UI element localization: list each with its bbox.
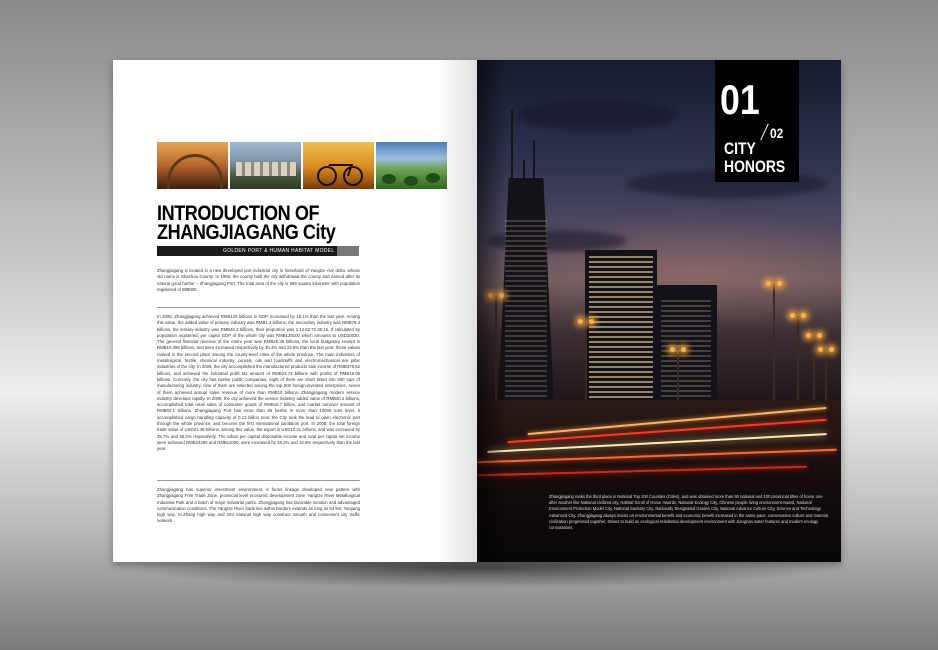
section-number-block [715,60,799,182]
office-tower-windows [589,256,653,400]
environment-paragraph: Zhangjiagang has superior investment environment, it forms linkage developed new pattern with Zhangjiagang Free Trade Zone, provincial level economic development zone, Yangtze River Metallurgical Industrial Park and a batch of major industrial parks. Zhangjiagang has favorable location and advantaged communication conditions. The Yangtze River bank line within borders extends as long as 64 km; Yanjiang high way, Xi-Zhang high way and 204 national high way construct smooth and convenient city traffic network. [157,487,360,524]
park-photo [376,142,447,189]
bicycle-photo [303,142,374,189]
office-tower-windows [661,300,711,400]
right-page [477,60,841,562]
stadium-photo [157,142,228,189]
cloud [517,100,677,130]
subtitle-accent [337,246,359,256]
title-line-2: ZHANGJIAGANG City [157,221,336,244]
street-lamp [773,284,775,414]
honors-caption: Zhangjiagang ranks the third place in National Top 100 Counties (Cities), and was obtained more than 90 national and 100 provincial titles of honor one after another like National civilized city, Habitat Scroll of Honor Awards, National Ecology City, Chinese people living environment Award, National Environment Protection Model City, National Sanitary City, Nationally Designated Garden City, National Advance Culture City, Science and Technology Advanced City. Zhangjiagang always insists on environmental benefit and economic benefit increased in the same pace, conservation culture and material civilization progressed together, strives to build an ecological residential development environment with Jiangnan water features and modern ecology connotations. [549,494,829,531]
economy-paragraph: In 2008, Zhangjiagang achieved RMB125 billions in GDP, increased by 18.1% than the last year. Among this value, the added value of primary industry was RMB1.4 billions; the secondary industry was RMB79.4 billions, the tertiary-industry was RMB40.2 billions, their proportion was 1:12.62:72.35:16. If calculated by population registered, per capita GDP of the whole city was RMB139100 which amounts to USD20030. The general financial revenue of the entire year was RMB25.36 billions, the local budgetary receipt is RMB10.398 billions, and were increased respectively by 30.4% and 23.8% than the last year; these values ranked in the second place among the county-level cities of the whole province. The main industries of metallurgical, textile, chemical industry, cereals, oils and foodstuffs and electromechanical are pillar industries of the city. In 2008, the city accomplished the manufactured products sale income of RMB379.52 billions, and achieved the industrial profit tax amount of RMB23.73 billions with profits of RMB16.09 billions. Currently, the city has twelve public companies, eight of them are short listed into 500 tops of manufacturing industry, nine of them are selected among the top 500 foreign-invested enterprises, seven of them achieved annual sales revenue of more than RMB10 billions. Zhangjiagang modern service industry develops rapidly. In 2008, the city achieved the service industry added value of RMB40.2 billions, accomplished total retail sales of consumer goods of RMB16.7 billion, and market turnover amount of RMB60.1 billions. Zhangjiagang Port has more than 65 berths in more than 10000 tons level, it accomplished cargo handling capacity of 0.13 billion tons; the City took the lead to open electronic port through the whole province, and become the first international sanitation port. In 2008, the total foreign trade value of USD21.48 billions, among this value, the export is USD10.21 billions, and was increased by 25.7% and 36.3% respectively. The urban per capital disposable income and rural per capita net income were achieved RMB24250 and RMB11000, were increased by 18.2% and 16.8% respectively than the last year. [157,314,360,452]
number-slash [760,124,769,141]
page-title [157,204,335,242]
city-aerial-photo [230,142,301,189]
divider [157,480,360,481]
section-title-line-1: CITY [724,139,756,158]
subtitle: GOLDEN PORT & HUMAN HABITAT MODEL [223,248,335,254]
spire [511,110,513,180]
left-page [113,60,477,562]
road [477,400,841,562]
section-title-line-2: HONORS [724,157,786,176]
photo-strip [157,142,447,189]
subtitle-bar [157,246,359,256]
section-number: 01 [720,76,760,123]
title-line-1: INTRODUCTION OF [157,202,320,225]
intro-paragraph: Zhangjiagang is located in a new developed port industrial city in hinterland of Yangtze rive delta, whose old name is Shazhou County. In 1986, the county built the city withdrawal the county and named after its natural good harbor – Zhangjiagang Port. The total area of the city is 999 square kilometer with population registered of 898000. [157,268,360,292]
section-title [724,140,785,176]
section-total: 02 [770,125,784,141]
skyscraper-windows [505,220,547,410]
divider [157,307,360,308]
street-lamp [495,296,497,416]
brochure-spread [113,60,841,562]
